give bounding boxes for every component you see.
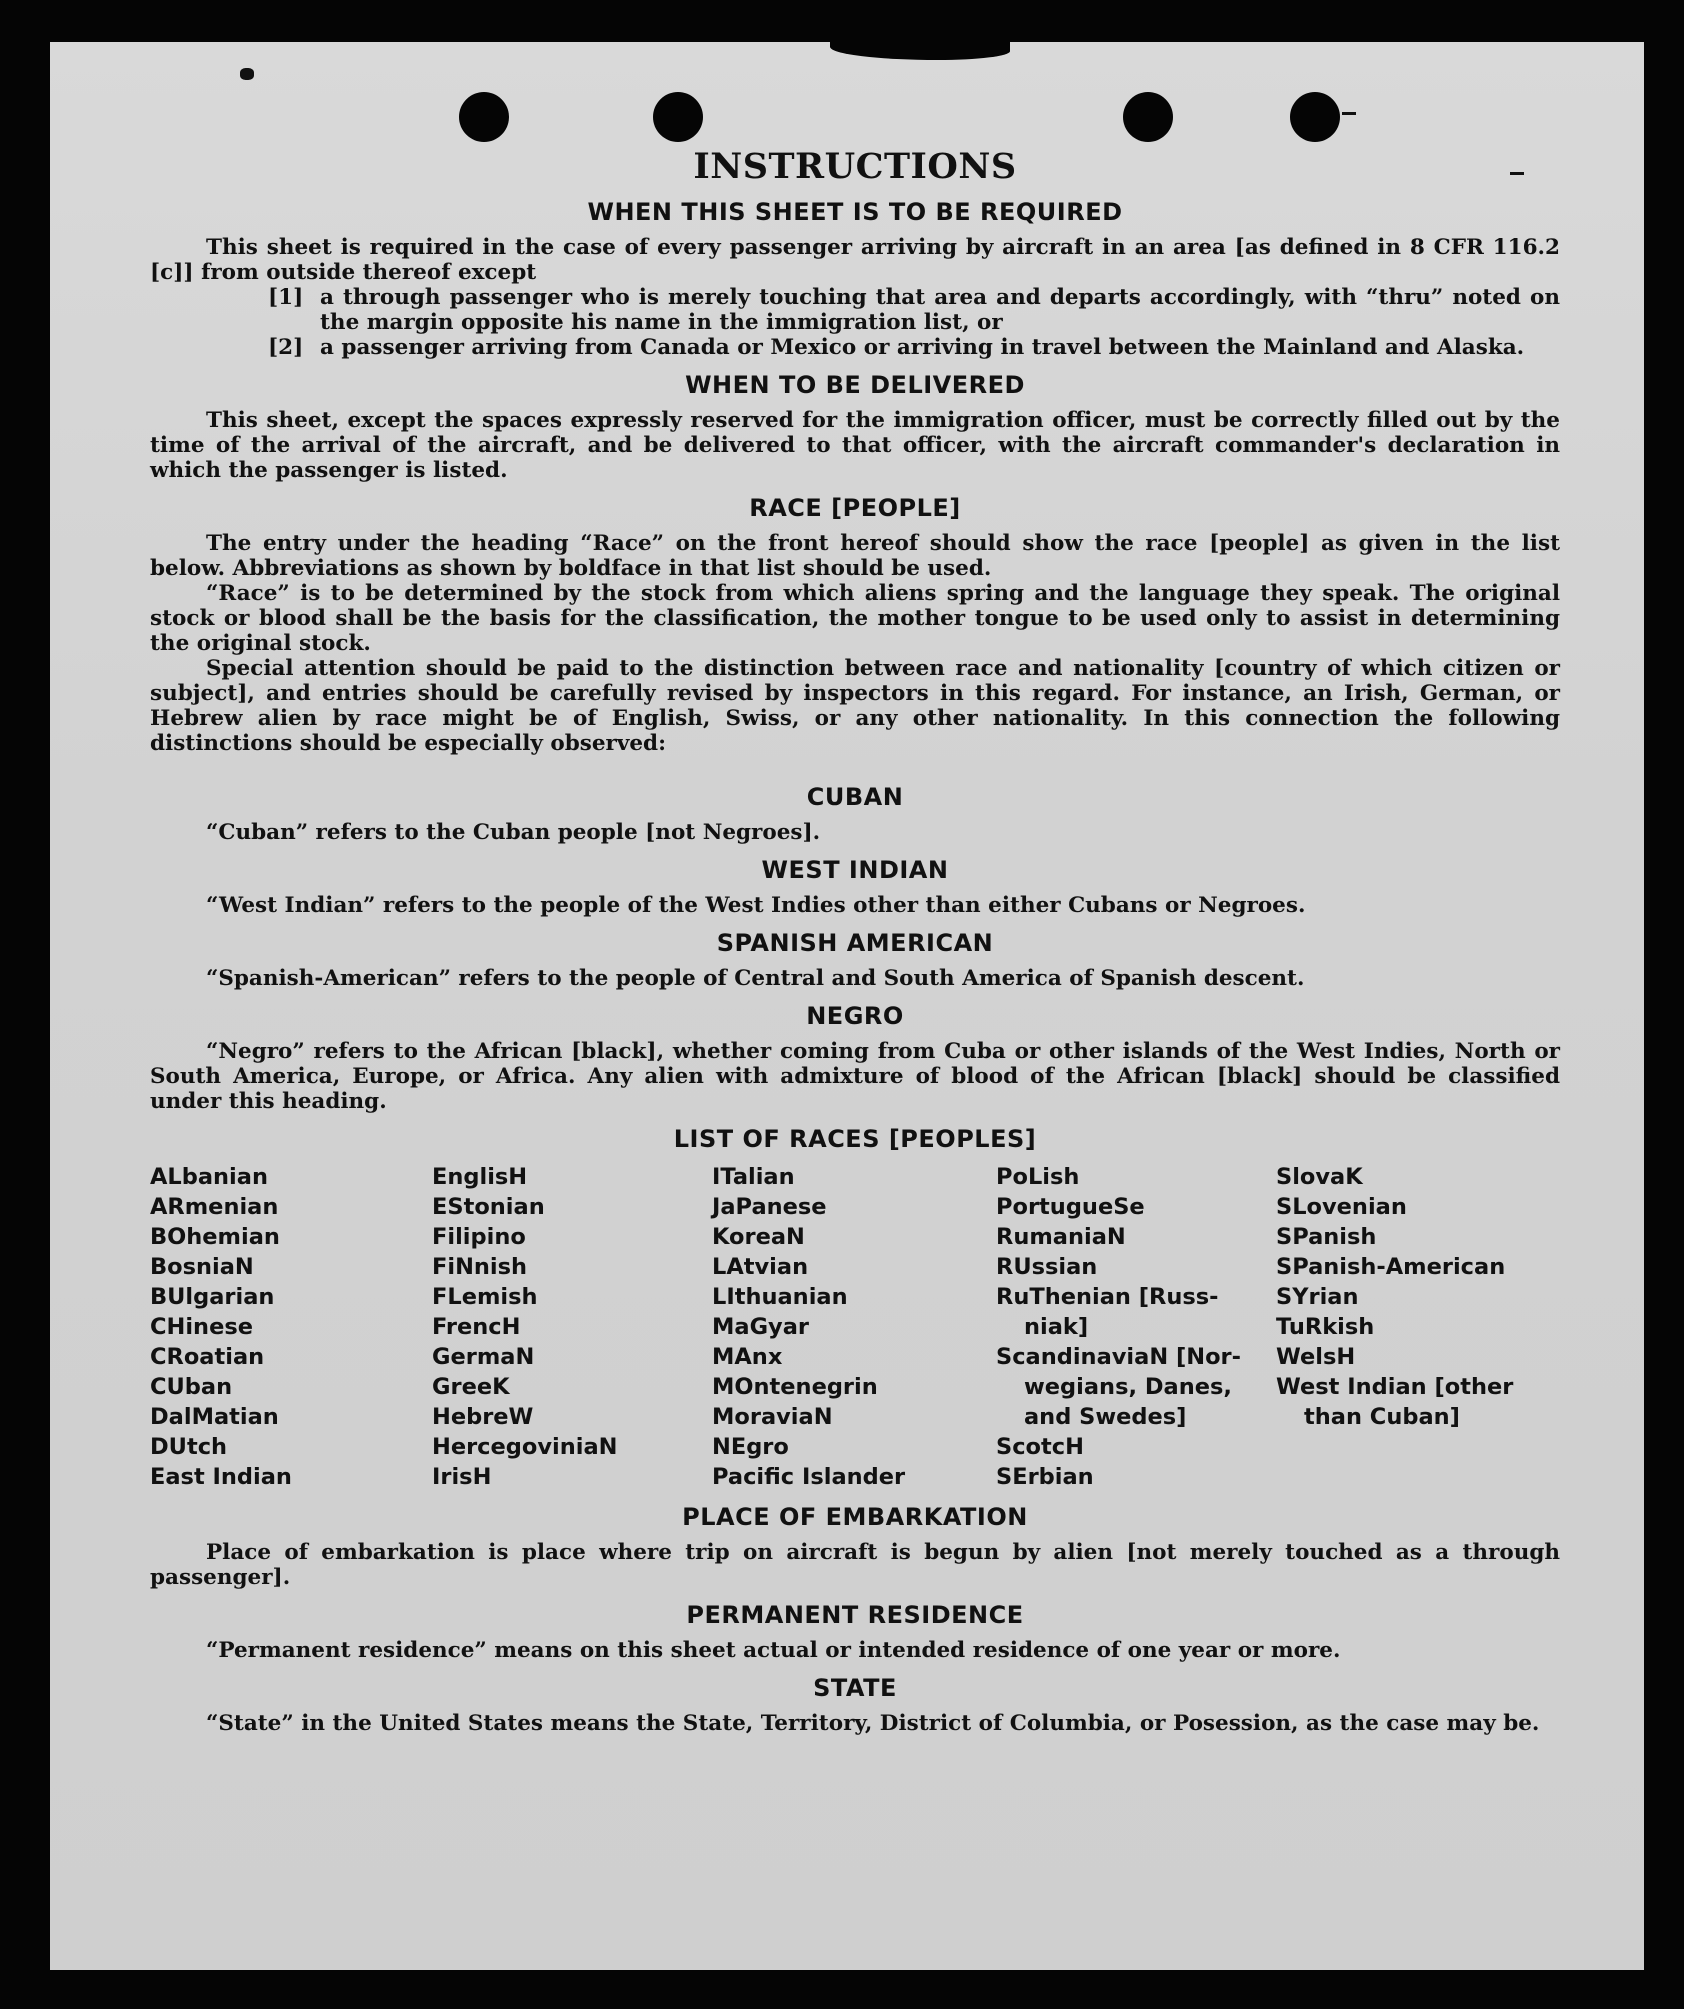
race-item-continued: niak] bbox=[1024, 1314, 1089, 1340]
race-item: LAtvian bbox=[712, 1254, 809, 1280]
item-number: [2] bbox=[268, 335, 304, 360]
race-column bbox=[996, 1162, 1276, 1492]
race-item: CHinese bbox=[150, 1314, 253, 1340]
section-negro bbox=[150, 1001, 1560, 1114]
race-item: SYrian bbox=[1276, 1284, 1359, 1310]
race-item: IrisH bbox=[432, 1464, 492, 1490]
race-item: Pacific Islander bbox=[712, 1464, 906, 1490]
race-item: MaGyar bbox=[712, 1314, 809, 1340]
race-item: DalMatian bbox=[150, 1404, 279, 1430]
section-text: The entry under the heading “Race” on the front hereof should show the race [people] as given in the list below. Abbreviations as shown by boldface in that list should be used. bbox=[150, 531, 1560, 581]
section-spanish-american bbox=[150, 928, 1560, 991]
race-column bbox=[432, 1162, 712, 1492]
punch-hole bbox=[1290, 92, 1340, 142]
section-heading: WHEN THIS SHEET IS TO BE REQUIRED bbox=[587, 198, 1123, 226]
section-heading: NEGRO bbox=[806, 1002, 904, 1030]
exception-list bbox=[150, 285, 1560, 360]
section-heading: STATE bbox=[813, 1674, 897, 1702]
list-item bbox=[268, 335, 1560, 360]
section-heading: PLACE OF EMBARKATION bbox=[682, 1503, 1028, 1531]
punch-hole bbox=[459, 92, 509, 142]
instructions-content bbox=[150, 146, 1560, 1736]
race-item: ALbanian bbox=[150, 1164, 268, 1190]
page-title: INSTRUCTIONS bbox=[693, 146, 1017, 187]
punch-hole bbox=[653, 92, 703, 142]
race-item: MAnx bbox=[712, 1344, 783, 1370]
race-item: MOntenegrin bbox=[712, 1374, 878, 1400]
section-heading: CUBAN bbox=[806, 783, 904, 811]
race-item: SErbian bbox=[996, 1464, 1094, 1490]
race-item: BosniaN bbox=[150, 1254, 254, 1280]
race-item: Filipino bbox=[432, 1224, 526, 1250]
race-item: DUtch bbox=[150, 1434, 228, 1460]
torn-edge bbox=[830, 42, 1010, 60]
section-when-delivered bbox=[150, 370, 1560, 483]
section-heading: SPANISH AMERICAN bbox=[716, 929, 994, 957]
race-item: HercegoviniaN bbox=[432, 1434, 618, 1460]
race-item: LIthuanian bbox=[712, 1284, 848, 1310]
section-heading: LIST OF RACES [PEOPLES] bbox=[673, 1125, 1037, 1153]
section-heading: PERMANENT RESIDENCE bbox=[686, 1601, 1024, 1629]
section-heading: WHEN TO BE DELIVERED bbox=[685, 371, 1025, 399]
race-item: West Indian [other bbox=[1276, 1374, 1514, 1400]
race-item: PoLish bbox=[996, 1164, 1080, 1190]
race-item: SlovaK bbox=[1276, 1164, 1363, 1190]
section-west-indian bbox=[150, 855, 1560, 918]
race-item: SLovenian bbox=[1276, 1194, 1407, 1220]
race-item: FLemish bbox=[432, 1284, 538, 1310]
race-item: RumaniaN bbox=[996, 1224, 1126, 1250]
section-cuban bbox=[150, 782, 1560, 845]
race-item: GermaN bbox=[432, 1344, 535, 1370]
race-item: EnglisH bbox=[432, 1164, 528, 1190]
race-column bbox=[150, 1162, 432, 1492]
section-race bbox=[150, 493, 1560, 756]
section-text: This sheet, except the spaces expressly reserved for the immigration officer, must be correctly filled out by the time of the arrival of the aircraft, and be delivered to that officer, with the aircraft commander's declaration in which the passenger is listed. bbox=[150, 408, 1560, 483]
race-column bbox=[1276, 1162, 1536, 1492]
section-permanent-residence bbox=[150, 1600, 1560, 1663]
section-text: “Cuban” refers to the Cuban people [not Negroes]. bbox=[206, 820, 821, 845]
race-item: RUssian bbox=[996, 1254, 1098, 1280]
race-item: FrencH bbox=[432, 1314, 521, 1340]
race-item: WelsH bbox=[1276, 1344, 1356, 1370]
race-item: FiNnish bbox=[432, 1254, 528, 1280]
section-text: “Race” is to be determined by the stock from which aliens spring and the language they speak. The original stock or blood shall be the basis for the classification, the mother tongue to be used only to assist in determining the original stock. bbox=[150, 581, 1560, 656]
section-text: “Permanent residence” means on this sheet actual or intended residence of one year or more. bbox=[206, 1638, 1341, 1663]
race-item: JaPanese bbox=[712, 1194, 827, 1220]
race-item: ScotcH bbox=[996, 1434, 1084, 1460]
race-item: SPanish bbox=[1276, 1224, 1377, 1250]
race-item: BUlgarian bbox=[150, 1284, 275, 1310]
race-item: KoreaN bbox=[712, 1224, 805, 1250]
race-item: NEgro bbox=[712, 1434, 789, 1460]
race-item-continued: wegians, Danes, bbox=[1024, 1374, 1232, 1400]
race-column bbox=[712, 1162, 996, 1492]
section-place-of-embarkation bbox=[150, 1502, 1560, 1590]
section-text: “West Indian” refers to the people of the West Indies other than either Cubans or Negroes. bbox=[206, 893, 1306, 918]
race-item: SPanish-American bbox=[1276, 1254, 1506, 1280]
race-item: CRoatian bbox=[150, 1344, 265, 1370]
section-when-required bbox=[150, 197, 1560, 360]
race-item: ITalian bbox=[712, 1164, 795, 1190]
item-text: a through passenger who is merely touching that area and departs accordingly, with “thru” noted on the margin opposite his name in the immigration list, or bbox=[320, 285, 1560, 335]
section-heading: RACE [PEOPLE] bbox=[749, 494, 961, 522]
list-item bbox=[268, 285, 1560, 335]
race-item-continued: than Cuban] bbox=[1304, 1404, 1460, 1430]
section-text: “State” in the United States means the State, Territory, District of Columbia, or Posession, as the case may be. bbox=[206, 1711, 1540, 1736]
section-list-of-races bbox=[150, 1124, 1560, 1492]
race-item: RuThenian [Russ- bbox=[996, 1284, 1219, 1310]
section-heading: WEST INDIAN bbox=[761, 856, 949, 884]
race-item: HebreW bbox=[432, 1404, 534, 1430]
race-item: TuRkish bbox=[1276, 1314, 1375, 1340]
race-item: MoraviaN bbox=[712, 1404, 833, 1430]
race-item: PortugueSe bbox=[996, 1194, 1145, 1220]
section-state bbox=[150, 1673, 1560, 1736]
punch-hole bbox=[1123, 92, 1173, 142]
document-page bbox=[50, 42, 1644, 1970]
race-list bbox=[150, 1162, 1560, 1492]
race-item: CUban bbox=[150, 1374, 233, 1400]
ink-speck bbox=[240, 68, 254, 80]
race-item-continued: and Swedes] bbox=[1024, 1404, 1187, 1430]
ink-speck bbox=[1342, 112, 1356, 115]
race-item: GreeK bbox=[432, 1374, 510, 1400]
section-text: “Spanish-American” refers to the people of Central and South America of Spanish descent. bbox=[206, 966, 1305, 991]
race-item: East Indian bbox=[150, 1464, 292, 1490]
race-item: EStonian bbox=[432, 1194, 545, 1220]
race-item: ScandinaviaN [Nor- bbox=[996, 1344, 1241, 1370]
section-text: “Negro” refers to the African [black], whether coming from Cuba or other islands of the West Indies, North or South America, Europe, or Africa. Any alien with admixture of blood of the African [black] should be classified under this heading. bbox=[150, 1039, 1560, 1114]
section-text: Special attention should be paid to the distinction between race and nationality [country of which citizen or subject], and entries should be carefully revised by inspectors in this regard. For instance, an Irish, German, or Hebrew alien by race might be of English, Swiss, or any other nationality. In this connection the following distinctions should be especially observed: bbox=[150, 656, 1560, 756]
item-text: a passenger arriving from Canada or Mexico or arriving in travel between the Mainland and Alaska. bbox=[320, 335, 1525, 360]
race-item: ARmenian bbox=[150, 1194, 279, 1220]
item-number: [1] bbox=[268, 285, 304, 310]
race-item: BOhemian bbox=[150, 1224, 280, 1250]
section-text: Place of embarkation is place where trip on aircraft is begun by alien [not merely touched as a through passenger]. bbox=[150, 1540, 1560, 1590]
section-text: This sheet is required in the case of every passenger arriving by aircraft in an area [as defined in 8 CFR 116.2 [c]] from outside thereof except bbox=[150, 235, 1560, 285]
